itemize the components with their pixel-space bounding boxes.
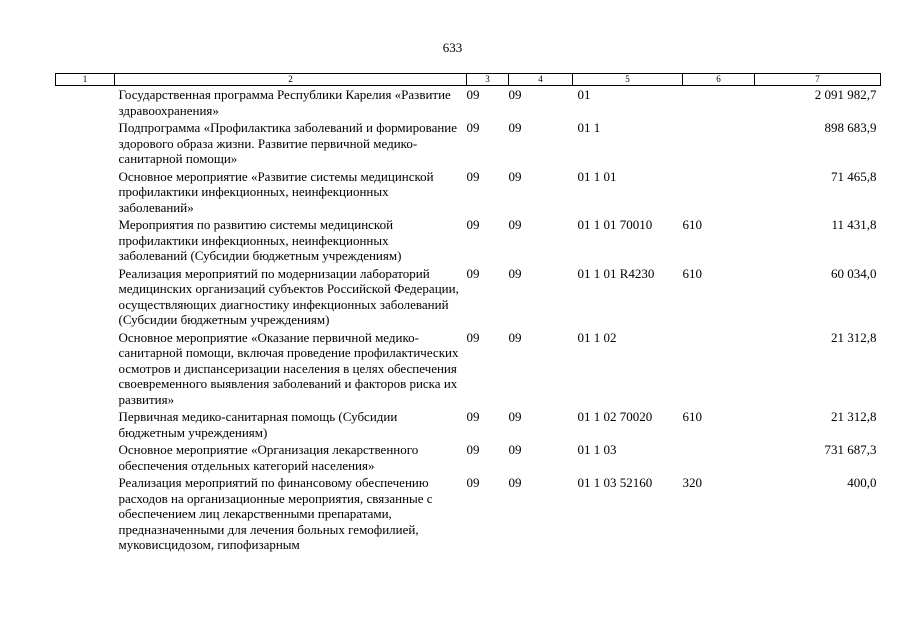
expenditure-name: Государственная программа Республики Карелия «Развитие здравоохранения»	[118, 87, 451, 118]
row-index-cell	[56, 86, 115, 120]
amount: 898 683,9	[824, 120, 877, 135]
amount: 731 687,3	[824, 442, 877, 457]
target-article-code: 01 1 03	[577, 442, 617, 457]
table-row	[56, 119, 881, 168]
target-article-code: 01 1 02 70020	[577, 409, 653, 424]
table-row	[56, 408, 881, 441]
amount: 21 312,8	[831, 409, 877, 424]
row-index-cell	[56, 408, 115, 441]
expense-type-code: 610	[682, 217, 702, 232]
section-code: 09	[466, 217, 480, 232]
subsection-code: 09	[508, 87, 522, 102]
column-number-1: 1	[56, 74, 115, 86]
subsection-code: 09	[508, 120, 522, 135]
target-article-code: 01 1 01	[577, 168, 617, 184]
section-code: 09	[466, 168, 480, 184]
page-number: 633	[442, 40, 463, 55]
target-article-code: 01 1 01 70010	[577, 217, 653, 232]
expense-type-code: 320	[682, 475, 702, 490]
table-header	[56, 74, 881, 86]
column-number-3: 3	[467, 74, 509, 86]
subsection-code: 09	[508, 442, 522, 457]
amount: 21 312,8	[831, 329, 877, 345]
target-article-code: 01 1 02	[577, 329, 617, 345]
section-code: 09	[466, 329, 480, 345]
row-index-cell	[56, 329, 115, 409]
expense-type-code	[683, 441, 755, 474]
expense-type-code	[683, 168, 755, 217]
subsection-code: 09	[508, 265, 522, 281]
expenditure-name: Реализация мероприятий по модернизации лабораторий медицинских организаций субъектов Российской Федерации, осуществляющих диагностику инфекционных заболеваний (Субсидии бюджетным учреждениям)	[118, 265, 459, 327]
amount: 71 465,8	[831, 168, 877, 184]
table-row	[56, 474, 881, 554]
expenditure-name: Первичная медико-санитарная помощь (Субсидии бюджетным учреждениям)	[118, 409, 398, 440]
subsection-code: 09	[508, 409, 522, 424]
table-row	[56, 329, 881, 409]
subsection-code: 09	[508, 217, 522, 232]
expenditure-name: Мероприятия по развитию системы медицинской профилактики инфекционных, неинфекционных заболеваний (Субсидии бюджетным учреждениям)	[118, 217, 402, 263]
expense-type-code	[683, 119, 755, 168]
section-code: 09	[466, 475, 480, 490]
amount: 11 431,8	[831, 217, 877, 232]
row-index-cell	[56, 168, 115, 217]
amount: 60 034,0	[831, 265, 877, 281]
table-row	[56, 441, 881, 474]
row-index-cell	[56, 216, 115, 265]
target-article-code: 01 1 03 52160	[577, 475, 653, 490]
expenditure-name: Реализация мероприятий по финансовому обеспечению расходов на организационные мероприятия, связанные с обеспечением лиц лекарственными препаратами, предназначенными для лечения больных гемофилией, муковисцидозом, гипофизарным	[118, 475, 433, 552]
section-code: 09	[466, 265, 480, 281]
section-code: 09	[466, 87, 480, 102]
budget-table	[55, 73, 881, 554]
amount: 2 091 982,7	[814, 87, 877, 102]
column-number-6: 6	[683, 74, 755, 86]
expense-type-code: 610	[682, 409, 702, 424]
expenditure-name: Основное мероприятие «Оказание первичной медико-санитарной помощи, включая проведение профилактических осмотров и диспансеризации населения в целях обеспечения своевременного выявления заболеваний и факторов риска их развития»	[118, 329, 459, 407]
expense-type-code	[683, 329, 755, 409]
subsection-code: 09	[508, 168, 522, 184]
column-number-7: 7	[755, 74, 881, 86]
table-row	[56, 216, 881, 265]
table-row	[56, 168, 881, 217]
expense-type-code	[683, 86, 755, 120]
target-article-code: 01	[577, 87, 591, 102]
subsection-code: 09	[508, 475, 522, 490]
column-number-5: 5	[573, 74, 683, 86]
target-article-code: 01 1	[577, 120, 601, 135]
expenditure-name: Основное мероприятие «Организация лекарственного обеспечения отдельных категорий населения»	[118, 442, 419, 473]
expenditure-name: Основное мероприятие «Развитие системы медицинской профилактики инфекционных, неинфекционных заболеваний»	[118, 168, 434, 215]
expenditure-name: Подпрограмма «Профилактика заболеваний и формирование здорового образа жизни. Развитие первичной медико-санитарной помощи»	[118, 120, 458, 166]
section-code: 09	[466, 442, 480, 457]
column-number-2: 2	[115, 74, 467, 86]
subsection-code: 09	[508, 329, 522, 345]
row-index-cell	[56, 265, 115, 329]
row-index-cell	[56, 441, 115, 474]
row-index-cell	[56, 119, 115, 168]
table-row	[56, 265, 881, 329]
expense-type-code: 610	[682, 265, 702, 281]
section-code: 09	[466, 409, 480, 424]
row-index-cell	[56, 474, 115, 554]
amount: 400,0	[847, 475, 877, 490]
table-body	[56, 86, 881, 554]
column-number-4: 4	[509, 74, 573, 86]
table-row	[56, 86, 881, 120]
section-code: 09	[466, 120, 480, 135]
header-row	[56, 74, 881, 86]
target-article-code: 01 1 01 R4230	[577, 265, 655, 281]
